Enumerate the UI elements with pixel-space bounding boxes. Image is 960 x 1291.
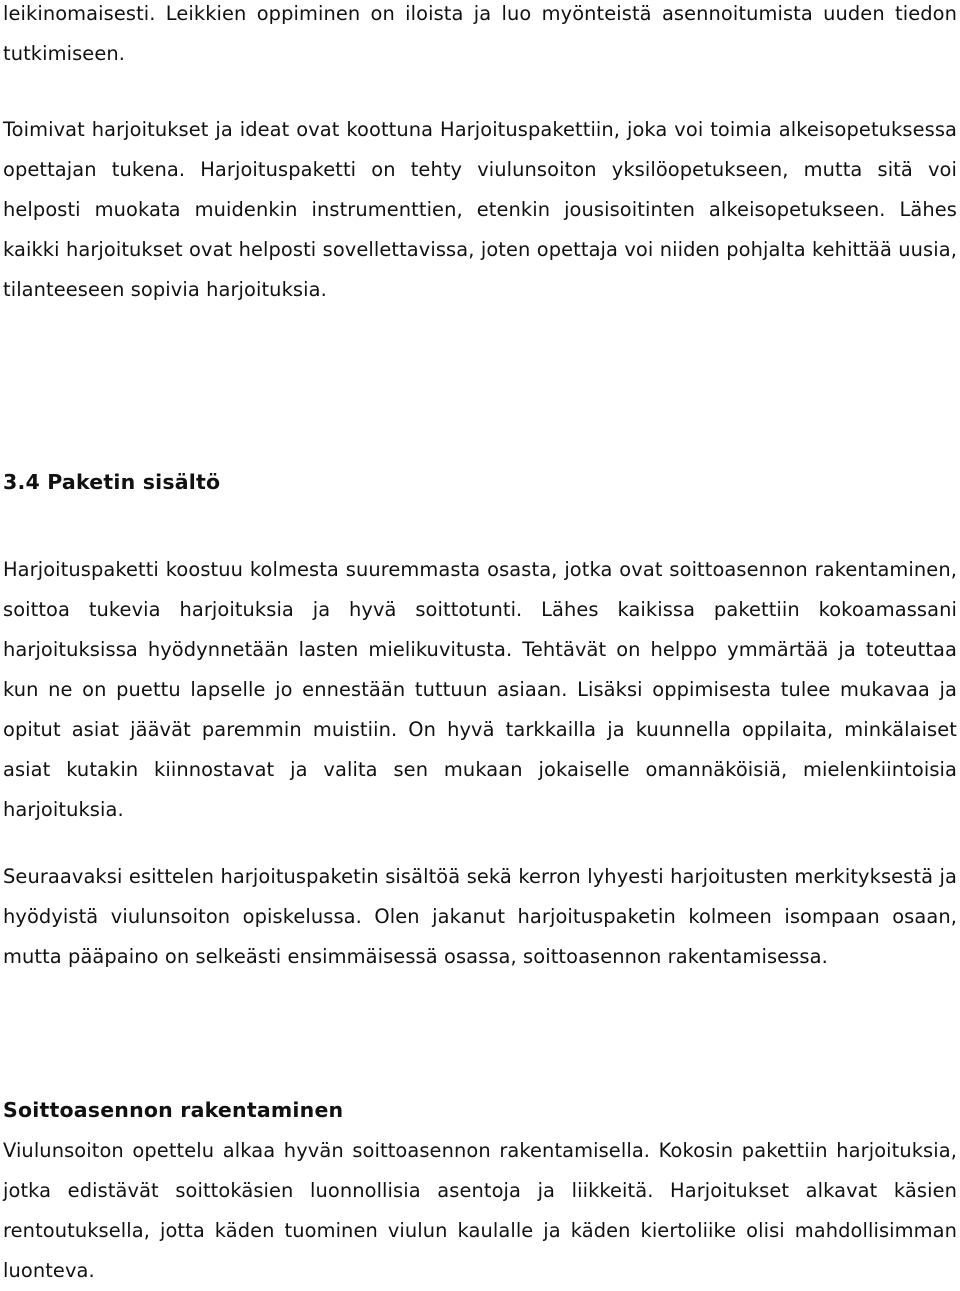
subheading-soittoasento: Soittoasennon rakentaminen <box>3 1098 344 1122</box>
paragraph-harjoituspaketti: Toimivat harjoitukset ja ideat ovat koottuna Harjoituspakettiin, joka voi toimia alkeisopetuksessa opettajan tukena. Harjoituspaketti on tehty viulunsoiton yksilöopetukseen, mutta sitä voi helposti muokata muidenkin instrumenttien, etenkin jousisoitinten alkeisopetukseen. Lähes kaikki harjoitukset ovat helposti sovellettavissa, joten opettaja voi niiden pohjalta kehittää uusia, tilanteeseen sopivia harjoituksia. <box>3 118 957 301</box>
section-heading: 3.4 Paketin sisältö <box>3 470 221 494</box>
paragraph-paketin-osat: Harjoituspaketti koostuu kolmesta suuremmasta osasta, jotka ovat soittoasennon rakentaminen, soittoa tukevia harjoituksia ja hyvä soittotunti. Lähes kaikissa pakettiin kokoamassani harjoituksissa hyödynnetään lasten mielikuvitusta. Tehtävät on helppo ymmärtää ja toteuttaa kun ne on puettu lapselle jo ennestään tuttuun asiaan. Lisäksi oppimisesta tulee mukavaa ja opitut asiat jäävät paremmin muistiin. On hyvä tarkkailla ja kuunnella oppilaita, minkälaiset asiat kutakin kiinnostavat ja valita sen mukaan jokaiselle omannäköisiä, mielenkiintoisia harjoituksia. <box>3 558 957 821</box>
paragraph-seuraavaksi: Seuraavaksi esittelen harjoituspaketin sisältöä sekä kerron lyhyesti harjoitusten merkityksestä ja hyödyistä viulunsoiton opiskelussa. Olen jakanut harjoituspaketin kolmeen isompaan osaan, mutta pääpaino on selkeästi ensimmäisessä osassa, soittoasennon rakentamisessa. <box>3 865 957 968</box>
paragraph-intro-end: leikinomaisesti. Leikkien oppiminen on iloista ja luo myönteistä asennoitumista uuden tiedon tutkimiseen. <box>3 2 957 65</box>
paragraph-soittoasento: Viulunsoiton opettelu alkaa hyvän soittoasennon rakentamisella. Kokosin pakettiin harjoituksia, jotka edistävät soittokäsien luonnollisia asentoja ja liikkeitä. Harjoitukset alkavat käsien rentoutuksella, jotta käden tuominen viulun kaulalle ja käden kiertoliike olisi mahdollisimman luonteva. <box>3 1139 957 1282</box>
